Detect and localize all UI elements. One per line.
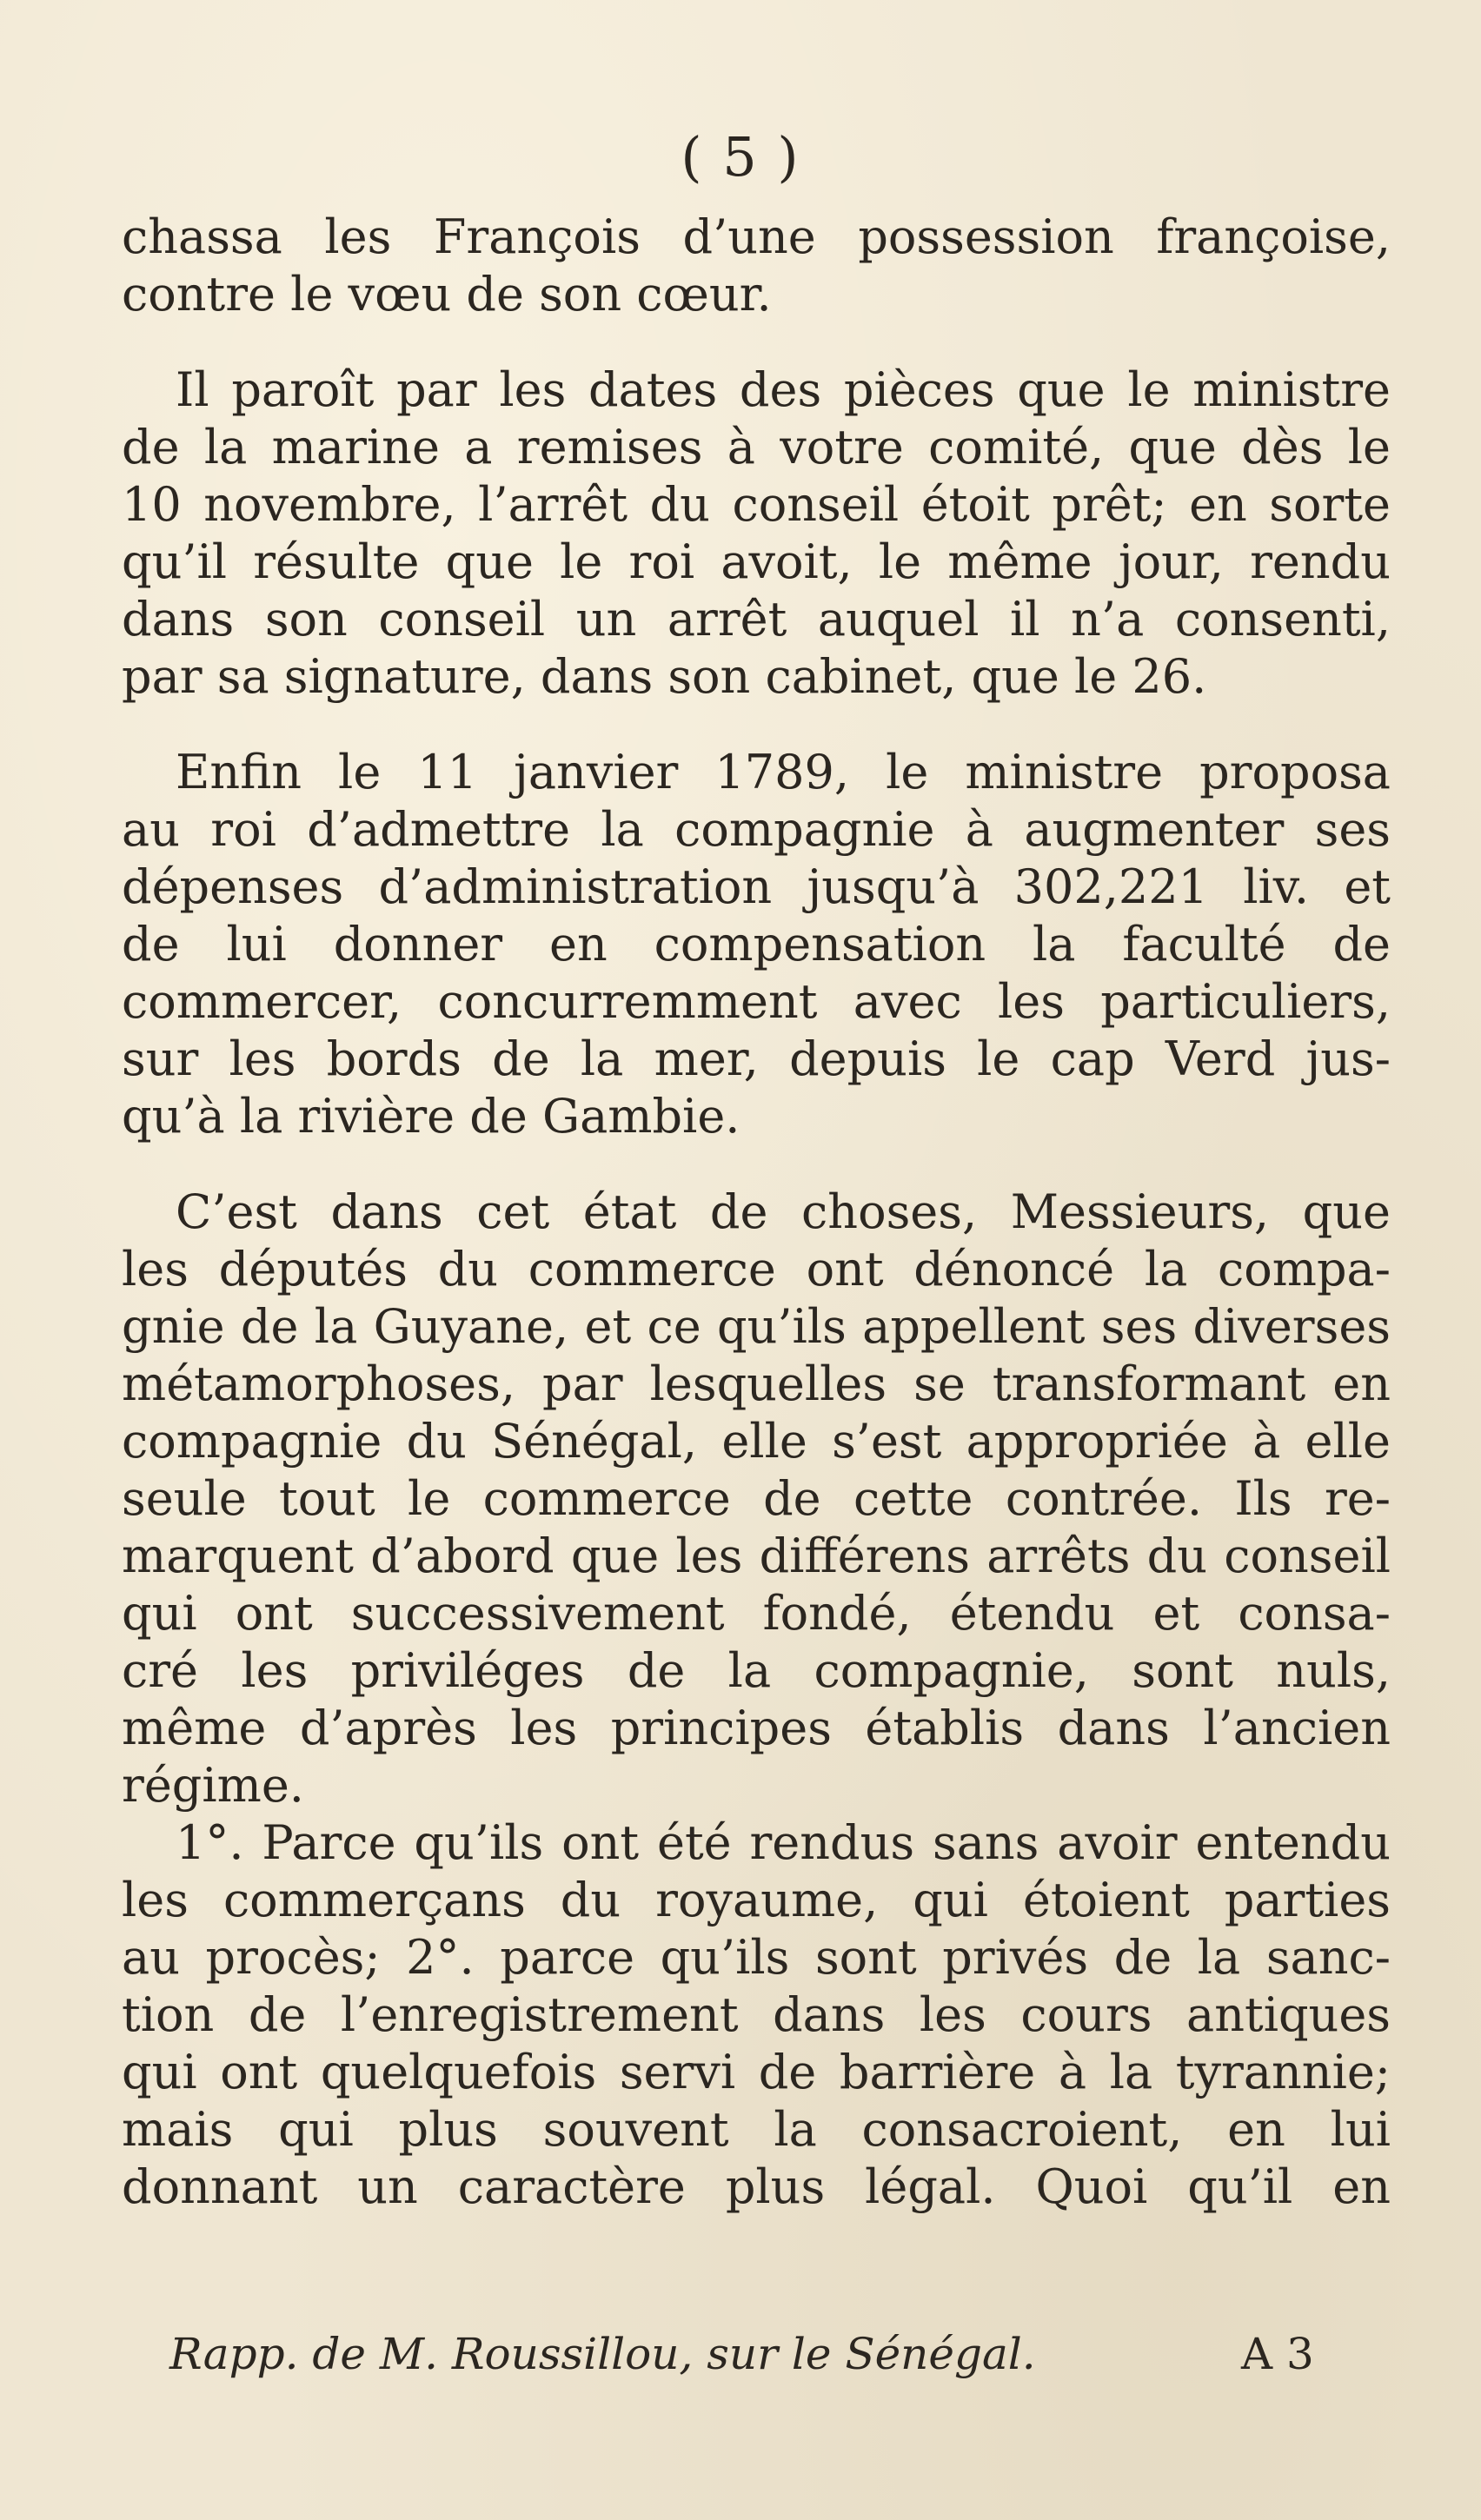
text-line: donnant un caractère plus légal. Quoi qu’il en [122, 2159, 1391, 2214]
page-number: ( 5 ) [681, 125, 800, 189]
text-line: 1°. Parce qu’ils ont été rendus sans avoir entendu [176, 1815, 1391, 1870]
text-line: qu’à la rivière de Gambie. [122, 1089, 740, 1144]
text-line: au procès; 2°. parce qu’ils sont privés de la sanc- [122, 1930, 1391, 1985]
text-line: mais qui plus souvent la consacroient, en lui [122, 2102, 1391, 2157]
text-line: qui ont quelquefois servi de barrière à la tyrannie; [122, 2045, 1391, 2099]
text-line: régime. [122, 1758, 304, 1813]
text-line: les commerçans du royaume, qui étoient parties [122, 1873, 1391, 1927]
text-line: de lui donner en compensation la faculté de [122, 917, 1391, 972]
text-line: dépenses d’administration jusqu’à 302,221 liv. et [122, 859, 1391, 914]
text-line: C’est dans cet état de choses, Messieurs, que [176, 1184, 1391, 1239]
paragraph [122, 744, 1391, 1145]
text-line: sur les bords de la mer, depuis le cap Verd jus- [122, 1031, 1391, 1086]
text-line: gnie de la Guyane, et ce qu’ils appellent ses diverses [122, 1299, 1391, 1354]
running-footer-title: Rapp. de M. Roussillou, sur le Sénégal. [169, 2329, 1036, 2379]
text-line: qui ont successivement fondé, étendu et consa- [122, 1586, 1391, 1641]
text-line: qu’il résulte que le roi avoit, le même jour, rendu [122, 534, 1391, 589]
text-line: dans son conseil un arrêt auquel il n’a consenti, [122, 592, 1391, 647]
text-line: par sa signature, dans son cabinet, que le 26. [122, 649, 1207, 704]
text-line: contre le vœu de son cœur. [122, 267, 772, 322]
text-line: Il paroît par les dates des pièces que le ministre [176, 362, 1391, 417]
text-line: Enfin le 11 janvier 1789, le ministre proposa [176, 745, 1391, 799]
text-line: seule tout le commerce de cette contrée. Ils re- [122, 1471, 1391, 1526]
body-text [122, 209, 1391, 2216]
paragraph [122, 209, 1391, 323]
text-line: marquent d’abord que les différens arrêts du conseil [122, 1529, 1391, 1583]
paragraph [122, 1814, 1391, 2216]
text-line: chassa les François d’une possession françoise, [122, 209, 1391, 264]
text-line: les députés du commerce ont dénoncé la compa- [122, 1242, 1391, 1296]
text-line: au roi d’admettre la compagnie à augmenter ses [122, 802, 1391, 857]
text-line: 10 novembre, l’arrêt du conseil étoit prêt; en sorte [122, 477, 1391, 532]
text-line: tion de l’enregistrement dans les cours antiques [122, 1987, 1391, 2042]
text-line: de la marine a remises à votre comité, que dès le [122, 420, 1391, 474]
text-line: compagnie du Sénégal, elle s’est appropriée à elle [122, 1414, 1391, 1469]
text-line: métamorphoses, par lesquelles se transformant en [122, 1356, 1391, 1411]
paragraph [122, 1184, 1391, 1814]
text-line: même d’après les principes établis dans l’ancien [122, 1701, 1391, 1755]
paragraph [122, 361, 1391, 706]
text-line: commercer, concurremment avec les particuliers, [122, 974, 1391, 1029]
signature-mark: A 3 [1241, 2329, 1314, 2379]
text-line: cré les priviléges de la compagnie, sont nuls, [122, 1643, 1391, 1698]
